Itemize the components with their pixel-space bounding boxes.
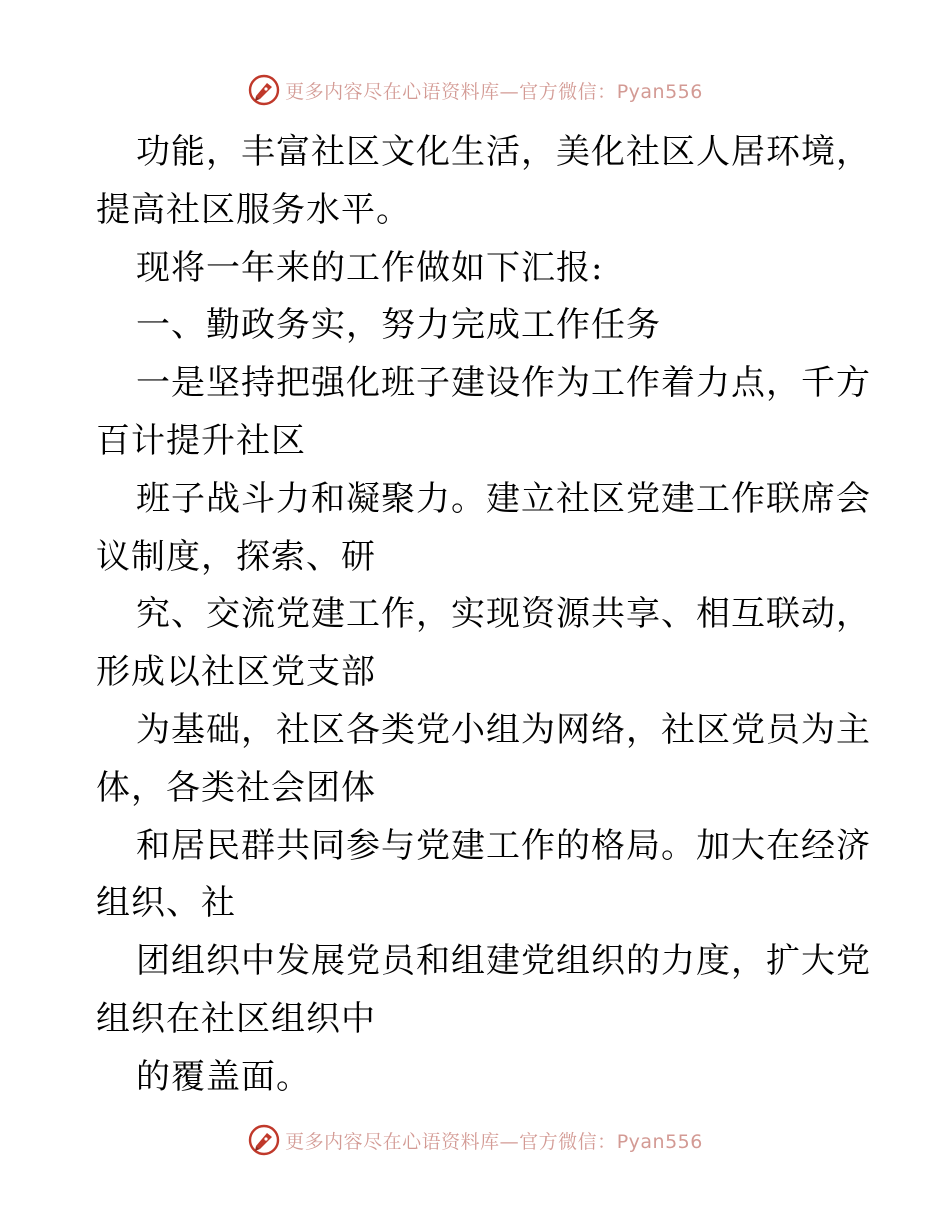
banner-title: 更多内容尽在心语资料库 [285, 80, 500, 103]
text-line: 为基础，社区各类党小组为网络，社区党员为主 [136, 709, 871, 750]
banner-title: 更多内容尽在心语资料库 [285, 1130, 500, 1153]
text-line: 议制度，探索、研 [96, 536, 376, 577]
text-line: 组织在社区组织中 [96, 998, 376, 1039]
document-body [96, 124, 871, 1107]
banner-wechat-label: 官方微信： [519, 1130, 617, 1153]
text-line: 现将一年来的工作做如下汇报: [136, 247, 604, 288]
banner-dash: — [499, 80, 520, 103]
text-line: 组织、社 [96, 883, 236, 924]
pen-nib-logo-icon [247, 1123, 281, 1157]
section-heading: 一、勤政务实，努力完成工作任务 [136, 305, 661, 346]
text-line: 提高社区服务水平。 [96, 189, 411, 230]
banner-wechat-id: Pyan556 [616, 1130, 703, 1153]
text-line: 百计提升社区 [96, 420, 306, 461]
text-line: 一是坚持把强化班子建设作为工作着力点，千方 [136, 363, 871, 404]
text-line: 的覆盖面。 [136, 1056, 311, 1097]
header-banner [0, 70, 950, 110]
text-line: 体，各类社会团体 [96, 767, 376, 808]
banner-dash: — [499, 1130, 520, 1153]
banner-wechat-id: Pyan556 [616, 80, 703, 103]
text-line: 形成以社区党支部 [96, 652, 376, 693]
pen-nib-logo-icon [247, 73, 281, 107]
footer-banner [0, 1120, 950, 1160]
text-line: 班子战斗力和凝聚力。建立社区党建工作联席会 [136, 478, 871, 519]
banner-text [285, 1127, 703, 1154]
text-line: 究、交流党建工作，实现资源共享、相互联动， [136, 594, 871, 635]
text-line: 和居民群共同参与党建工作的格局。加大在经济 [136, 825, 871, 866]
banner-wechat-label: 官方微信： [519, 80, 617, 103]
banner-text [285, 77, 703, 104]
text-line: 团组织中发展党员和组建党组织的力度，扩大党 [136, 941, 871, 982]
text-line: 功能，丰富社区文化生活，美化社区人居环境， [136, 132, 871, 172]
